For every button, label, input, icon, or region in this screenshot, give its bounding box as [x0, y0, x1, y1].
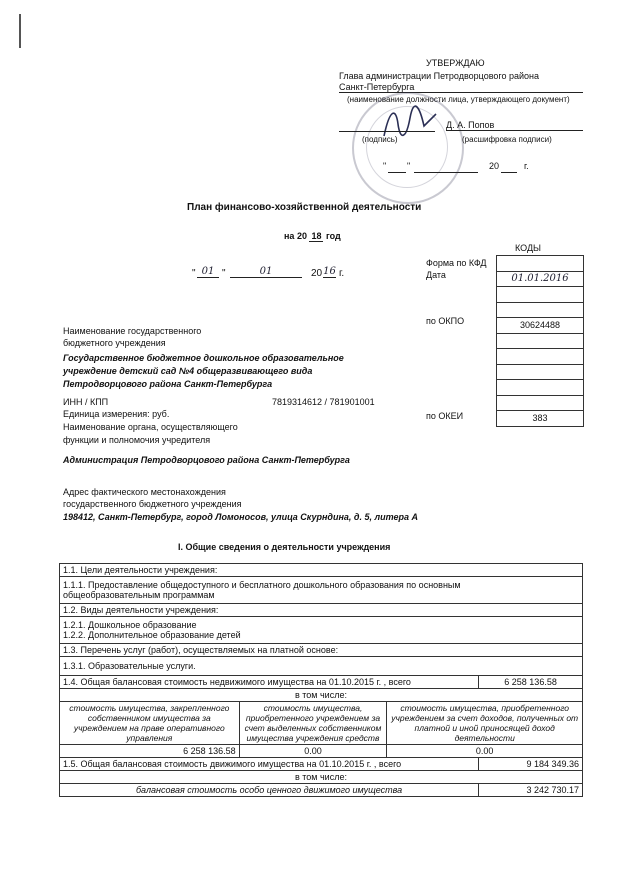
institution-name-label-1: Наименование государственного [63, 326, 202, 336]
inn-label: ИНН / КПП [63, 397, 109, 407]
address-label-1: Адрес фактического местонахождения [63, 487, 226, 497]
date-month: 01 [230, 266, 302, 278]
activity-item-2: 1.2.2. Дополнительное образование детей [63, 630, 241, 640]
decode-caption: (расшифровка подписи) [462, 135, 552, 144]
general-info-table [59, 563, 583, 797]
codes-empty-cell-3 [497, 334, 583, 350]
margin-mark [19, 14, 21, 48]
signature-caption: (подпись) [362, 135, 398, 144]
table-row [60, 604, 583, 617]
valuable-movable-value: 3 242 730.17 [479, 784, 583, 797]
plan-year-suffix: год [326, 231, 341, 241]
goal-item [60, 577, 583, 604]
institution-name-3: Петродворцового района Санкт-Петербурга [63, 379, 273, 389]
including-label: в том числе: [60, 689, 583, 702]
paid-service-item: 1.3.1. Образовательные услуги. [60, 657, 583, 676]
table-row [60, 702, 583, 745]
approval-year-suffix: г. [524, 161, 529, 171]
institution-name-2: учреждение детский сад №4 общеразвивающего вида [63, 366, 313, 376]
signature-line [339, 130, 435, 132]
institution-name-label-2: бюджетного учреждения [63, 338, 166, 348]
date-day: 01 [197, 266, 219, 278]
approval-position-line2: Санкт-Петербурга [339, 82, 583, 93]
table-row [60, 758, 583, 771]
codes-form-cell [497, 256, 583, 272]
codes-empty-cell-5 [497, 365, 583, 381]
address-label-2: государственного бюджетного учреждения [63, 499, 242, 509]
institution-name-1: Государственное бюджетное дошкольное образовательное [63, 353, 344, 363]
address-value: 198412, Санкт-Петербург, город Ломоносов, улица Скурндина, д. 5, литера А [63, 512, 418, 522]
movable-total-value: 9 184 349.36 [479, 758, 583, 771]
table-row [60, 676, 583, 689]
plan-year-prefix: на 20 [284, 231, 307, 241]
founder-label-2: функции и полномочия учредителя [63, 435, 211, 445]
codes-empty-cell-6 [497, 380, 583, 396]
approval-date-month-line [414, 171, 478, 173]
value-operational-management: 6 258 136.58 [60, 745, 240, 758]
codes-okei-cell: 383 [497, 411, 583, 427]
approval-position-caption: (наименование должности лица, утверждающего документ) [347, 95, 570, 104]
approval-date-day-line [388, 171, 406, 173]
activity-item-1: 1.2.1. Дошкольное образование [63, 620, 197, 630]
signer-name: Д. А. Попов [446, 120, 583, 131]
goal-item-line2: общеобразовательным программам [63, 590, 215, 600]
goal-item-line1: 1.1.1. Предоставление общедоступного и бесплатного дошкольного образования по основным [63, 580, 461, 590]
date-year-prefix: 20 [311, 268, 323, 279]
approval-year-prefix: 20 [489, 161, 500, 171]
table-row [60, 771, 583, 784]
table-row [60, 564, 583, 577]
table-row [60, 689, 583, 702]
unit-label: Единица измерения: руб. [63, 409, 170, 419]
real-estate-total-label: 1.4. Общая балансовая стоимость недвижимого имущества на 01.10.2015 г. , всего [60, 676, 479, 689]
goals-header: 1.1. Цели деятельности учреждения: [60, 564, 583, 577]
plan-year-value: 18 [311, 231, 322, 241]
codes-okpo-cell: 30624488 [497, 318, 583, 334]
activities-items [60, 617, 583, 644]
codes-box-top [496, 255, 584, 427]
approval-heading: УТВЕРЖДАЮ [426, 58, 485, 68]
col-owner-funds: стоимость имущества, приобретенного учреждением за счет выделенных собственником имущества учреждения средств [239, 702, 387, 745]
date-suffix: г. [339, 268, 345, 279]
founder-name: Администрация Петродворцового района Санкт-Петербурга [63, 455, 350, 465]
table-row [60, 784, 583, 797]
table-row [60, 577, 583, 604]
date-year: 16 [323, 266, 336, 277]
date-quote-open: " [192, 268, 196, 279]
table-row [60, 644, 583, 657]
section-title: I. Общие сведения о деятельности учреждения [178, 542, 391, 552]
valuable-movable-label: балансовая стоимость особо ценного движимого имущества [60, 784, 479, 797]
codes-date-cell: 01.01.2016 [497, 272, 583, 288]
okei-label: по ОКЕИ [426, 411, 464, 421]
approval-year-line [501, 171, 517, 173]
codes-empty-cell-2 [497, 303, 583, 319]
col-operational-management: стоимость имущества, закрепленного собственником имущества за учреждением на праве оперативного управления [60, 702, 240, 745]
date-label: Дата [426, 270, 446, 280]
form-label: Форма по КФД [426, 258, 487, 268]
date-quote-close: " [222, 268, 226, 279]
table-row [60, 745, 583, 758]
value-paid-income: 0.00 [387, 745, 583, 758]
activities-header: 1.2. Виды деятельности учреждения: [60, 604, 583, 617]
real-estate-total-value: 6 258 136.58 [479, 676, 583, 689]
plan-year-line [284, 231, 341, 241]
codes-empty-cell-7 [497, 396, 583, 412]
approval-position-line1: Глава администрации Петродворцового района [339, 71, 540, 81]
document-title: План финансово-хозяйственной деятельности [187, 202, 422, 213]
okpo-label: по ОКПО [426, 316, 465, 326]
codes-empty-cell-4 [497, 349, 583, 365]
codes-empty-cell-1 [497, 287, 583, 303]
table-row [60, 617, 583, 644]
movable-total-label: 1.5. Общая балансовая стоимость движимого имущества на 01.10.2015 г. , всего [60, 758, 479, 771]
codes-header: КОДЫ [515, 243, 542, 253]
paid-services-header: 1.3. Перечень услуг (работ), осуществляемых на платной основе: [60, 644, 583, 657]
inn-value: 7819314612 / 781901001 [272, 397, 375, 407]
col-paid-income: стоимость имущества, приобретенного учреждением за счет доходов, полученных от платной и иной приносящей доход деятельности [387, 702, 583, 745]
approval-date-quote-mid: " [407, 161, 411, 171]
value-owner-funds: 0.00 [239, 745, 387, 758]
founder-label-1: Наименование органа, осуществляющего [63, 422, 238, 432]
approval-date-quote-open: " [383, 161, 387, 171]
table-row [60, 657, 583, 676]
including-label-2: в том числе: [60, 771, 583, 784]
